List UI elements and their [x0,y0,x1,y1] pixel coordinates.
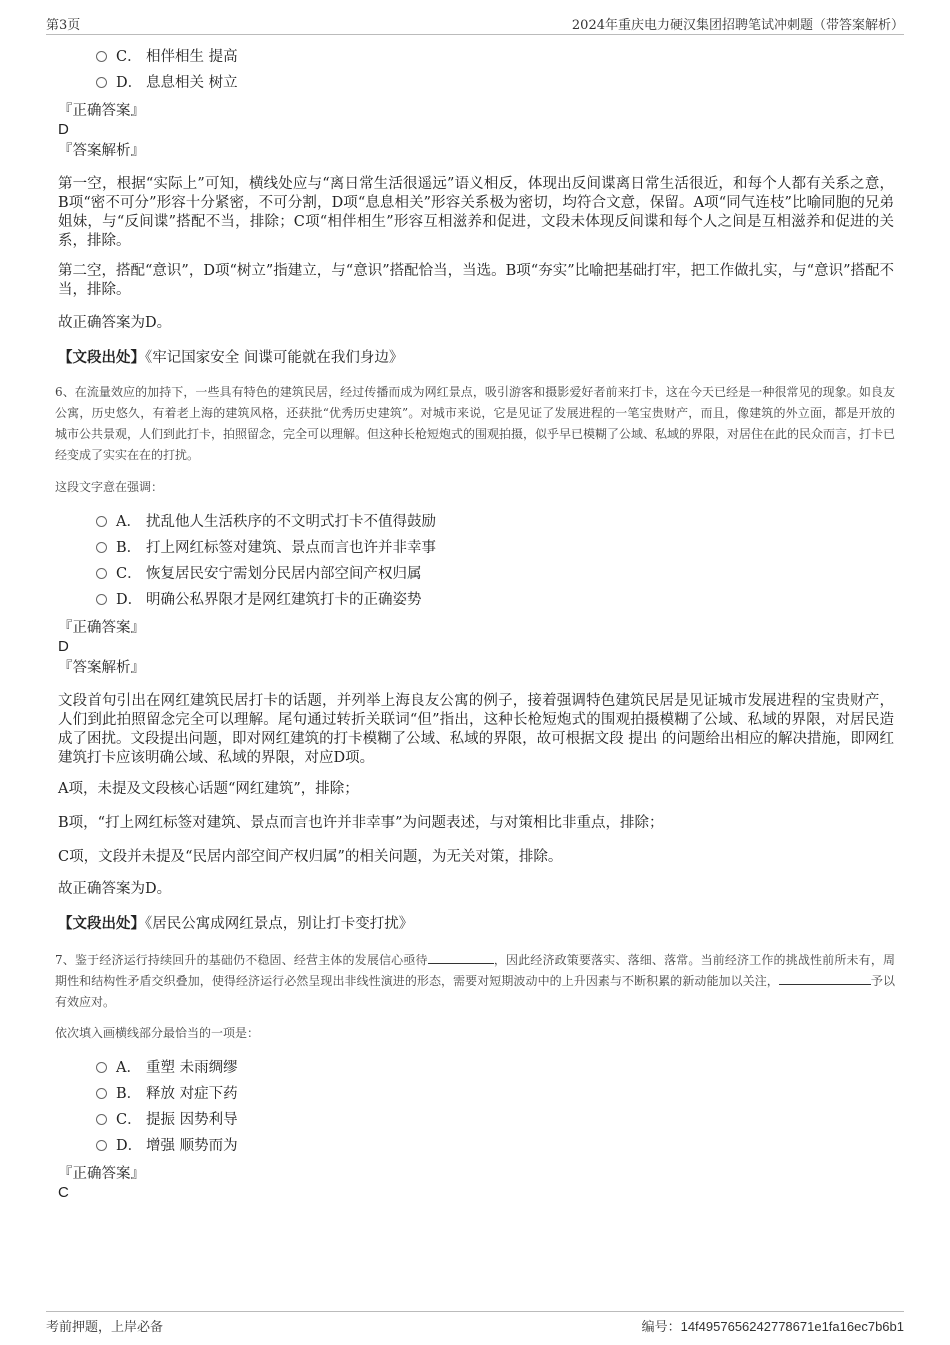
answer-value: D [58,638,69,655]
q6-option-c[interactable]: C． 恢复居民安宁需划分民居内部空间产权归属 [96,564,422,584]
q7-option-b[interactable]: B． 释放 对症下药 [96,1084,238,1104]
answer-label: 『正确答案』 [58,620,145,636]
answer-label: 『正确答案』 [58,1166,145,1182]
radio-icon[interactable] [96,594,107,605]
page-number: 第3页 [46,18,81,33]
analysis-paragraph: 第二空，搭配“意识”，D项“树立”指建立，与“意识”搭配恰当，当选。B项“夯实”比喻把基础打牢，把工作做扎实，与“意识”搭配不当，排除。 [58,263,894,298]
radio-icon[interactable] [96,77,107,88]
fill-blank-2[interactable] [779,972,871,985]
radio-icon[interactable] [96,1114,107,1125]
q5-option-c[interactable]: C． 相伴相生 提高 [96,47,238,67]
analysis-conclusion: 故正确答案为D。 [58,881,172,897]
radio-icon[interactable] [96,542,107,553]
analysis-paragraph: B项，“打上网红标签对建筑、景点而言也许并非幸事”为问题表述，与对策相比非重点，排除； [58,815,664,831]
q5-option-d[interactable]: D． 息息相关 树立 [96,73,238,93]
radio-icon[interactable] [96,1088,107,1099]
answer-label: 『正确答案』 [58,103,145,119]
footer-slogan: 考前押题，上岸必备 [46,1320,164,1335]
question-7-prompt: 依次填入画横线部分最恰当的一项是： [55,1026,260,1040]
document-code: 编号：14f4957656242778671e1fa16ec7b6b1 [641,1319,904,1335]
q7-option-a[interactable]: A． 重塑 未雨绸缪 [96,1058,238,1078]
radio-icon[interactable] [96,51,107,62]
q6-option-a[interactable]: A． 扰乱他人生活秩序的不文明式打卡不值得鼓励 [96,512,436,532]
analysis-paragraph: 第一空，根据“实际上”可知，横线处应与“离日常生活很遥远”语义相反，体现出反间谍离日常生活很近，和每个人都有关系之意，B项“密不可分”形容十分紧密，不可分割，D项“息息相关”形容关系极为密切，均符合文意，保留。A项“同气连枝”比喻同胞的兄弟姐妹，与“反间谍”搭配不当，排除；C项“相伴相生”形容互相滋养和促进，文段未体现反间谍和每个人之间是互相滋养和促进的关系，排除。 [58,176,894,249]
answer-value: C [58,1184,69,1201]
document-title: 2024年重庆电力硬汉集团招聘笔试冲刺题（带答案解析） [571,18,904,33]
analysis-paragraph: C项，文段并未提及“民居内部空间产权归属”的相关问题，为无关对策，排除。 [58,849,563,865]
radio-icon[interactable] [96,1140,107,1151]
question-7-text: 7、鉴于经济运行持续回升的基础仍不稳固、经营主体的发展信心亟待 ，因此经济政策要落实、落细、落常。当前经济工作的挑战性前所未有，周期性和结构性矛盾交织叠加，使得经济运行必然呈现出非线性演进的形态，需要对短期波动中的上升因素与不断积累的新动能加以关注， 予以有效应对。 [55,953,895,1009]
radio-icon[interactable] [96,516,107,527]
analysis-paragraph: 文段首句引出在网红建筑民居打卡的话题，并列举上海良友公寓的例子，接着强调特色建筑民居是见证城市发展进程的宝贵财产，人们到此拍照留念完全可以理解。尾句通过转折关联词“但”指出，这种长枪短炮式的围观拍摄模糊了公域、私域的界限，对居民造成了困扰。文段提出问题，即对网红建筑的打卡模糊了公域、私域的界限，故可根据文段 提出 的问题给出相应的解决措施，即网红建筑打卡应该明确公域、私域的界限，对应D项。 [58,693,894,766]
source-line: 【文段出处】《居民公寓成网红景点，别让打卡变打扰》 [58,915,414,932]
radio-icon[interactable] [96,568,107,579]
page-header [46,12,904,35]
answer-value: D [58,121,69,138]
source-line: 【文段出处】《牢记国家安全 间谍可能就在我们身边》 [58,349,404,366]
question-6-prompt: 这段文字意在强调： [55,480,164,494]
question-6-text: 6、在流量效应的加持下，一些具有特色的建筑民居，经过传播而成为网红景点，吸引游客和摄影爱好者前来打卡，这在今天已经是一种很常见的现象。如良友公寓，历史悠久，有着老上海的建筑风格，还获批“优秀历史建筑”。对城市来说，它是见证了发展进程的一笔宝贵财产，而且，像建筑的外立面，都是开放的城市公共景观，人们到此打卡，拍照留念，完全可以理解。但这种长枪短炮式的围观拍摄，似乎早已模糊了公域、私域的界限，对居住在此的民众而言，打卡已经变成了实实在在的打扰。 [55,385,896,462]
fill-blank-1[interactable] [428,951,494,964]
analysis-label: 『答案解析』 [58,660,145,676]
analysis-label: 『答案解析』 [58,143,145,159]
q7-option-c[interactable]: C． 提振 因势利导 [96,1110,238,1130]
q7-option-d[interactable]: D． 增强 顺势而为 [96,1136,238,1156]
q6-option-d[interactable]: D． 明确公私界限才是网红建筑打卡的正确姿势 [96,590,422,610]
analysis-conclusion: 故正确答案为D。 [58,315,172,331]
q6-option-b[interactable]: B． 打上网红标签对建筑、景点而言也许并非幸事 [96,538,436,558]
radio-icon[interactable] [96,1062,107,1073]
page-footer [46,1311,904,1338]
analysis-paragraph: A项，未提及文段核心话题“网红建筑”，排除； [58,781,359,797]
